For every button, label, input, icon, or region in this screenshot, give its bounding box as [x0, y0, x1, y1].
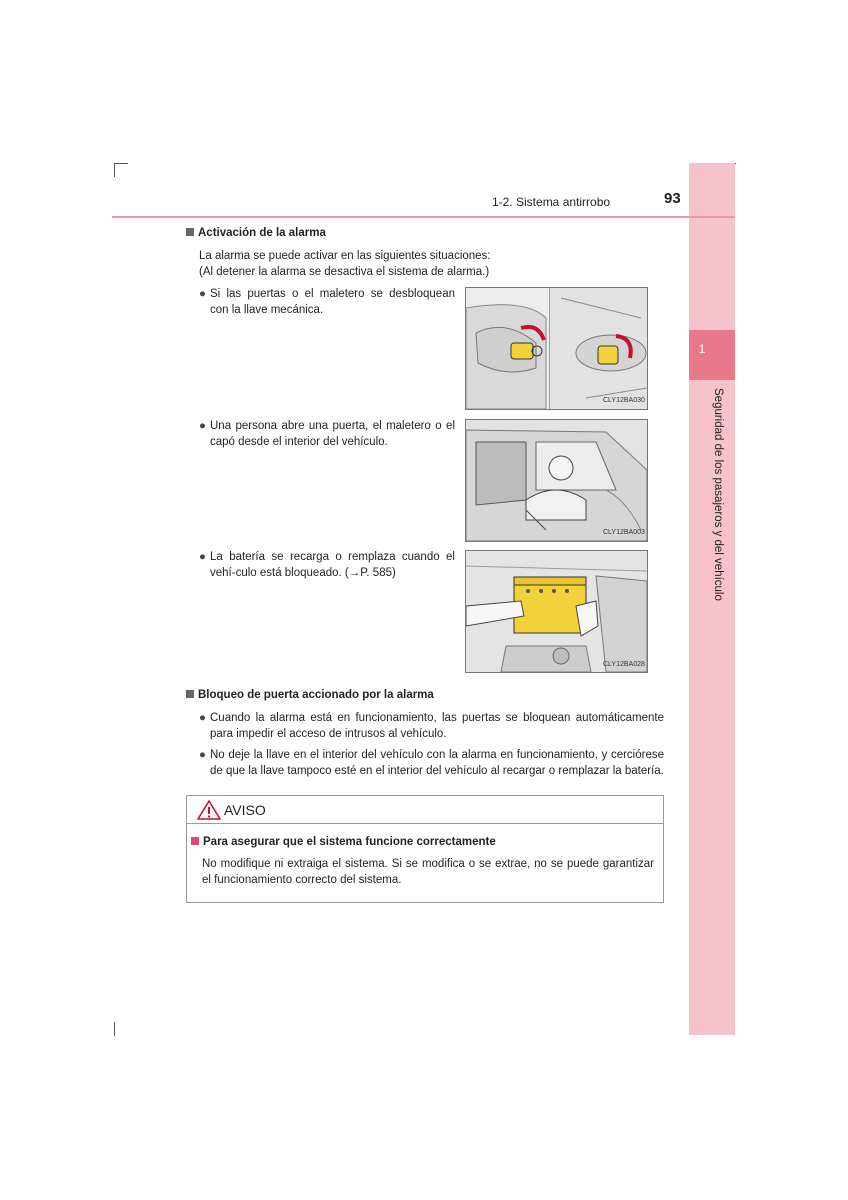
chapter-title: Seguridad de los pasajeros y del vehículo: [712, 388, 724, 601]
header-rule: [112, 216, 735, 218]
activation-bullet-2-text: Una persona abre una puerta, el maletero o el capó desde el interior del vehículo.: [210, 420, 455, 448]
crop-mark: [114, 1022, 115, 1036]
door-lock-bullet-1: [199, 710, 664, 742]
bullet-dot-icon: ●: [199, 712, 206, 724]
warning-triangle-icon: [197, 800, 221, 820]
door-lock-bullet-2: [199, 747, 664, 779]
activation-bullet-1: [199, 286, 455, 318]
figure-code-2: CLY12BA003: [603, 529, 645, 536]
activation-bullet-3-text: La batería se recarga o remplaza cuando el vehí-culo está bloqueado. (→P. 585): [210, 551, 455, 579]
bullet-dot-icon: ●: [199, 420, 206, 432]
figure-key-unlock: [465, 287, 648, 410]
bullet-dot-icon: ●: [199, 288, 206, 300]
bullet-dot-icon: ●: [199, 551, 206, 563]
activation-intro-1: La alarma se puede activar en las siguientes situaciones:: [199, 250, 491, 262]
activation-heading: [186, 227, 326, 239]
warning-box: [186, 795, 664, 903]
crop-mark: [114, 163, 128, 164]
warning-header: [187, 796, 663, 824]
door-lock-heading-text: Bloqueo de puerta accionado por la alarma: [198, 689, 434, 701]
door-lock-heading: [186, 689, 434, 701]
activation-intro-2: (Al detener la alarma se desactiva el sistema de alarma.): [199, 266, 490, 278]
activation-bullet-2: [199, 418, 455, 450]
square-bullet-icon: [186, 228, 194, 236]
figure-person-in-car: [465, 419, 648, 542]
square-bullet-icon: [191, 837, 199, 845]
figure-battery-replacement: [465, 550, 648, 673]
bullet-dot-icon: ●: [199, 749, 206, 761]
warning-subheading: [191, 836, 496, 848]
page-number: 93: [664, 190, 681, 207]
activation-heading-text: Activación de la alarma: [198, 227, 326, 239]
warning-subheading-text: Para asegurar que el sistema funcione correctamente: [203, 836, 496, 848]
section-title: 1-2. Sistema antirrobo: [492, 195, 611, 209]
warning-title: AVISO: [224, 802, 266, 818]
activation-bullet-1-text: Si las puertas o el maletero se desbloquean con la llave mecánica.: [210, 288, 455, 316]
door-lock-bullet-2-text: No deje la llave en el interior del vehículo con la alarma en funcionamiento, y cerciórese de que la llave tampoco esté en el interior del vehículo al recargar o remplazar la batería.: [210, 749, 664, 777]
figure-code-1: CLY12BA030: [603, 397, 645, 404]
square-bullet-icon: [186, 690, 194, 698]
chapter-number: 1: [698, 342, 706, 356]
activation-bullet-3: [199, 549, 455, 581]
figure-code-3: CLY12BA028: [603, 661, 645, 668]
door-lock-bullet-1-text: Cuando la alarma está en funcionamiento, las puertas se bloquean automáticamente para impedir el acceso de intrusos al vehículo.: [210, 712, 664, 740]
warning-body: No modifique ni extraiga el sistema. Si se modifica o se extrae, no se puede garantizar el funcionamiento correcto del sistema.: [202, 858, 654, 886]
crop-mark: [114, 163, 115, 177]
